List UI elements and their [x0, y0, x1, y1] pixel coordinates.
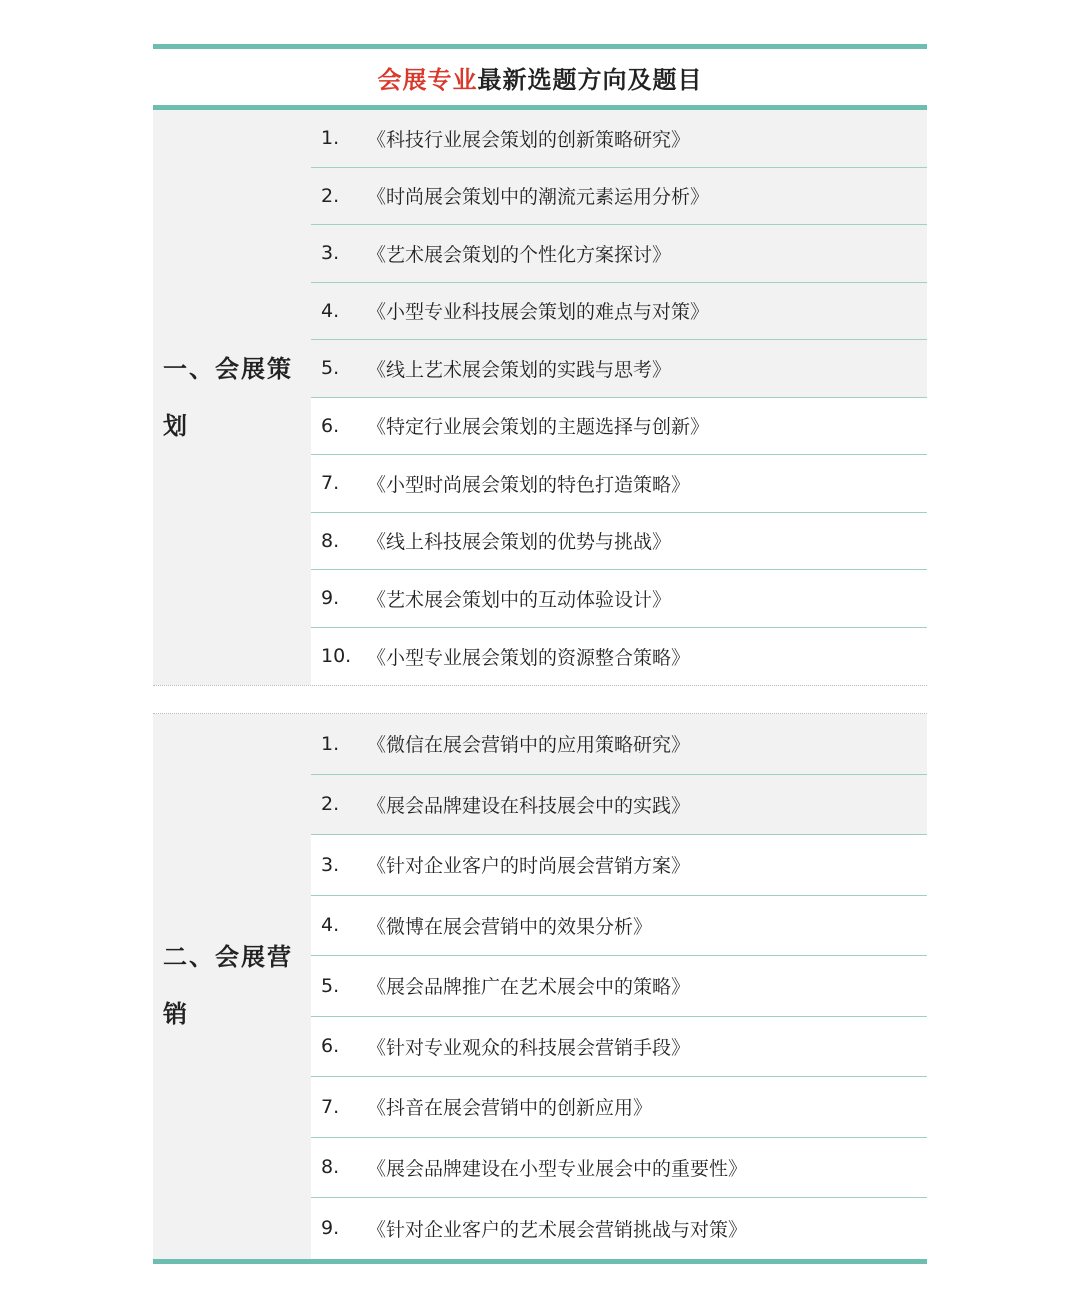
topic-row [311, 570, 927, 628]
topic-title: 《展会品牌建设在小型专业展会中的重要性》 [367, 1157, 748, 1180]
topic-row [311, 1198, 927, 1259]
topic-title: 《小型专业科技展会策划的难点与对策》 [367, 301, 710, 324]
title-accent: 会展专业 [377, 65, 478, 94]
topic-row [311, 714, 927, 775]
topic-row [311, 628, 927, 686]
topic-number: 1. [321, 732, 340, 755]
topic-number: 8. [321, 1156, 340, 1179]
topic-title: 《抖音在展会营销中的创新应用》 [367, 1097, 653, 1120]
topic-title: 《线上艺术展会策划的实践与思考》 [367, 358, 672, 381]
topic-number: 1. [321, 127, 340, 150]
topic-row [311, 225, 927, 283]
topic-number: 6. [321, 1035, 340, 1058]
topic-title: 《特定行业展会策划的主题选择与创新》 [367, 416, 710, 439]
topic-title: 《展会品牌建设在科技展会中的实践》 [367, 794, 691, 817]
topic-title: 《微博在展会营销中的效果分析》 [367, 915, 653, 938]
topic-row [311, 835, 927, 896]
table-bottom-border [153, 1259, 927, 1264]
section-label-cell [153, 110, 311, 685]
topic-number: 2. [321, 184, 340, 207]
topic-number: 5. [321, 974, 340, 997]
topic-row [311, 896, 927, 957]
topic-title: 《针对企业客户的时尚展会营销方案》 [367, 855, 691, 878]
topic-number: 4. [321, 299, 340, 322]
section-label-line: 一、会展策 [163, 354, 293, 383]
topic-title: 《展会品牌推广在艺术展会中的策略》 [367, 976, 691, 999]
table-title [153, 49, 927, 110]
section-planning [153, 110, 927, 685]
section-label [163, 341, 293, 455]
topic-number: 7. [321, 472, 340, 495]
topic-row [311, 956, 927, 1017]
topic-row [311, 455, 927, 513]
section-marketing [153, 714, 927, 1259]
topic-title: 《艺术展会策划中的互动体验设计》 [367, 588, 672, 611]
topic-row [311, 283, 927, 341]
topic-row [311, 110, 927, 168]
topics-table [153, 44, 927, 1264]
topic-title: 《线上科技展会策划的优势与挑战》 [367, 531, 672, 554]
topic-number: 9. [321, 1217, 340, 1240]
title-rest: 最新选题方向及题目 [477, 65, 703, 94]
topic-row [311, 1077, 927, 1138]
section-label [163, 929, 293, 1043]
topic-row [311, 398, 927, 456]
topic-title: 《针对企业客户的艺术展会营销挑战与对策》 [367, 1218, 748, 1241]
topic-title: 《科技行业展会策划的创新策略研究》 [367, 128, 691, 151]
topic-row [311, 1017, 927, 1078]
topic-number: 9. [321, 587, 340, 610]
section-label-line: 划 [163, 411, 189, 440]
topic-title: 《小型专业展会策划的资源整合策略》 [367, 646, 691, 669]
topic-row [311, 340, 927, 398]
topic-number: 3. [321, 242, 340, 265]
topic-row [311, 513, 927, 571]
section-label-line: 二、会展营 [163, 943, 293, 972]
section-label-cell [153, 714, 311, 1259]
topic-row [311, 775, 927, 836]
topic-title: 《小型时尚展会策划的特色打造策略》 [367, 473, 691, 496]
topic-title: 《时尚展会策划中的潮流元素运用分析》 [367, 186, 710, 209]
section-divider [153, 685, 927, 714]
topic-number: 6. [321, 414, 340, 437]
topic-list [311, 110, 927, 685]
topic-number: 10. [321, 645, 352, 668]
topic-number: 7. [321, 1095, 340, 1118]
topic-row [311, 168, 927, 226]
topic-number: 3. [321, 853, 340, 876]
topic-list [311, 714, 927, 1259]
topic-row [311, 1138, 927, 1199]
section-label-line: 销 [163, 1000, 189, 1029]
topic-number: 2. [321, 793, 340, 816]
topic-title: 《针对专业观众的科技展会营销手段》 [367, 1036, 691, 1059]
topic-title: 《微信在展会营销中的应用策略研究》 [367, 734, 691, 757]
topic-number: 5. [321, 357, 340, 380]
topic-number: 4. [321, 914, 340, 937]
topic-number: 8. [321, 529, 340, 552]
topic-title: 《艺术展会策划的个性化方案探讨》 [367, 243, 672, 266]
